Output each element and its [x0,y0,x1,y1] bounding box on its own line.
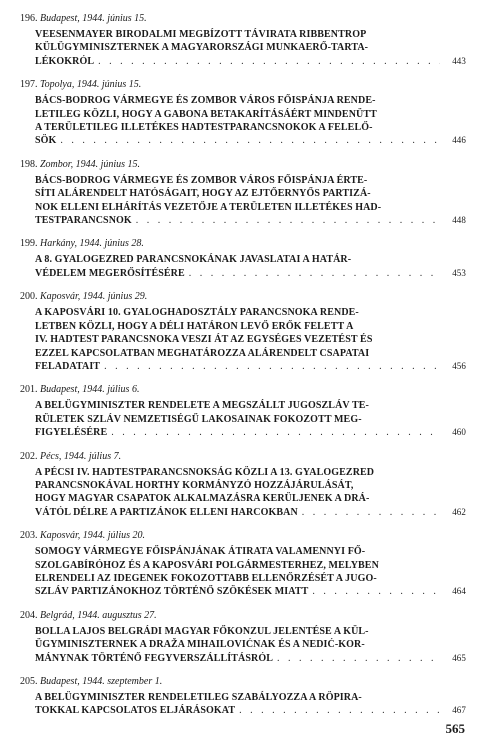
title-line: VEESENMAYER BIRODALMI MEGBÍZOTT TÁVIRATA RIBBENTROP [35,29,367,40]
entry-number: 200. [20,291,38,303]
entry-header [20,450,466,463]
entry-title [20,399,466,439]
entry-header [20,609,466,622]
title-line-text: VÁTÓL DÉLRE A PARTIZÁNOK ELLENI HARCOKBAN [35,506,298,518]
entry-place-date: Budapest, 1944. június 15. [40,13,147,24]
entry-header [20,12,466,25]
leader-dots [94,55,440,68]
entry-page-ref: 443 [452,55,466,66]
entry-page-ref: 448 [452,215,466,226]
entry-number: 199. [20,238,38,250]
entry-number: 203. [20,530,38,542]
entry-place-date: Zombor, 1944. június 15. [40,158,141,170]
title-line-text: TOKKAL KAPCSOLATOS ELJÁRÁSOKAT [35,705,236,717]
title-line: KÜLÜGYMINISZTERNEK A MAGYARORSZÁGI MUNKAERŐ-TARTA- [35,42,369,54]
toc-entry [20,12,466,68]
entry-page-ref: 464 [452,586,466,597]
entry-header [20,78,466,91]
entry-place-date: Budapest, 1944. július 6. [40,384,140,396]
entry-title [20,253,466,280]
title-line: A KAPOSVÁRI 10. GYALOGHADOSZTÁLY PARANCSNOKA RENDE- [35,307,359,319]
leader-dots [56,134,440,147]
entry-header [20,529,466,542]
title-line: BOLLA LAJOS BELGRÁDI MAGYAR FŐKONZUL JELENTÉSE A KÜL- [35,625,369,637]
title-line: LETBEN KÖZLI, HOGY A DÉLI HATÁRON LEVŐ ERŐK FELETT A [35,320,354,332]
entry-header [20,675,466,688]
entry-number: 197. [20,79,38,91]
title-line: BÁCS-BODROG VÁRMEGYE ÉS ZOMBOR VÁROS FŐISPÁNJA RENDE- [35,95,376,107]
title-line [35,652,466,665]
title-line: BÁCS-BODROG VÁRMEGYE ÉS ZOMBOR VÁROS FŐISPÁNJA ÉRTE- [35,174,368,186]
toc-entry [20,237,466,280]
entry-page-ref: 453 [452,267,466,278]
title-line-text: SZLÁV PARTIZÁNOKHOZ TÖRTÉNŐ SZÖKÉSEK MIATT [35,586,309,598]
toc-entry [20,78,466,148]
entry-number: 202. [20,450,38,462]
toc-entry [20,675,466,718]
title-line [35,360,466,373]
entry-number: 196. [20,13,38,24]
title-line [35,267,466,280]
title-line: A BELÜGYMINISZTER RENDELETE A MEGSZÁLLT JUGOSZLÁV TE- [35,400,369,412]
title-line [35,55,466,68]
title-line [35,704,466,717]
leader-dots [308,585,440,598]
title-line [35,214,466,227]
leader-dots [235,704,440,717]
page-number: 565 [445,721,465,736]
title-line-text: FELADATAIT [35,360,101,372]
entry-page-ref: 456 [452,360,466,371]
entry-number: 204. [20,609,38,621]
entry-title [20,466,466,520]
title-line: A 8. GYALOGEZRED PARANCSNOKÁNAK JAVASLATAI A HATÁR- [35,254,352,266]
title-line: ÜGYMINISZTERNEK A DRAŽA MIHAILOVIĆNAK ÉS A NEDIĆ-KOR- [35,639,365,651]
title-line: SÍTI ALÁRENDELT HATÓSÁGAIT, HOGY AZ EJTŐERNYŐS PARTIZÁ- [35,188,371,200]
title-line [35,585,466,598]
title-line-text: SÖK [35,135,57,147]
title-line: A PÉCSI IV. HADTESTPARANCSNOKSÁG KÖZLI A 13. GYALOGEZRED [35,466,375,478]
title-line: ELRENDELI AZ IDEGENEK FOKOZOTTABB ELLENŐRZÉSÉT A JUGO- [35,572,377,584]
title-line-text: VÉDELEM MEGERŐSÍTÉSÉRE [35,267,185,279]
title-line: LETILEG KÖZLI, HOGY A GABONA BETAKARÍTÁSÁÉRT MINDENÜTT [35,108,377,120]
toc-entry [20,383,466,439]
leader-dots [273,652,440,665]
contents-list [20,12,466,728]
entry-page-ref: 460 [452,427,466,438]
toc-entry [20,158,466,228]
title-line [35,506,466,519]
title-line: PARANCSNOKÁVAL HORTHY KORMÁNYZÓ HOZZÁJÁRULÁSÁT, [35,479,354,491]
title-line-text: TESTPARANCSNOK [35,215,132,227]
entry-header [20,237,466,250]
entry-title [20,625,466,665]
title-line: HOGY MAGYAR CSAPATOK ALKALMAZÁSRA KERÜLJENEK A DRÁ- [35,493,370,505]
title-line: EZZEL KAPCSOLATBAN MEGHATÁROZZA ALÁRENDELT CSAPATAI [35,347,370,359]
entry-title [20,691,466,718]
title-line: A TERÜLETILEG ILLETÉKES HADTESTPARANCSNOKOK A FELELŐ- [35,122,373,134]
entry-place-date: Pécs, 1944. július 7. [40,450,122,462]
entry-place-date: Topolya, 1944. június 15. [40,79,142,91]
toc-entry [20,609,466,665]
title-line: SOMOGY VÁRMEGYE FŐISPÁNJÁNAK ÁTIRATA VALAMENNYI FŐ- [35,546,366,558]
entry-title [20,94,466,148]
entry-page-ref: 467 [452,705,466,716]
title-line: IV. HADTEST PARANCSNOKA VESZI ÁT AZ EGYSÉGES VEZETÉST ÉS [35,334,373,346]
entry-number: 198. [20,158,38,170]
leader-dots [132,214,440,227]
entry-place-date: Harkány, 1944. június 28. [40,238,144,250]
entry-page-ref: 462 [452,506,466,517]
entry-header [20,383,466,396]
toc-entry [20,450,466,520]
leader-dots [107,426,440,439]
title-line [35,426,466,439]
entry-header [20,290,466,303]
entry-place-date: Budapest, 1944. szeptember 1. [40,676,163,687]
leader-dots [298,506,440,519]
entry-title [20,306,466,373]
entry-number: 201. [20,384,38,396]
entry-page-ref: 465 [452,652,466,663]
entry-page-ref: 446 [452,135,466,146]
toc-entry [20,529,466,599]
title-line: A BELÜGYMINISZTER RENDELETILEG SZABÁLYOZZA A RÖPIRA- [35,692,362,703]
entry-title [20,174,466,228]
title-line-text: LÉKOKRÓL [35,55,95,67]
title-line [35,134,466,147]
entry-header [20,158,466,171]
title-line: NOK ELLENI ELHÁRÍTÁS VEZETŐJE A TERÜLETEN ILLETÉKES HAD- [35,201,382,213]
leader-dots [100,360,440,373]
entry-place-date: Belgrád, 1944. augusztus 27. [40,609,157,621]
toc-entry [20,290,466,373]
leader-dots [185,267,440,280]
title-line-text: MÁNYNAK TÖRTÉNŐ FEGYVERSZÁLLÍTÁSRÓL [35,652,274,664]
entry-place-date: Kaposvár, 1944. június 29. [40,291,148,303]
entry-place-date: Kaposvár, 1944. július 20. [40,530,146,542]
entry-title [20,545,466,599]
title-line-text: FIGYELÉSÉRE [35,427,108,439]
entry-number: 205. [20,676,38,687]
title-line: SZOLGABÍRÓHOZ ÉS A KAPOSVÁRI POLGÁRMESTERHEZ, MELYBEN [35,559,379,571]
entry-title [20,28,466,68]
title-line: RÜLETEK SZLÁV NEMZETISÉGŰ LAKOSAINAK FOKOZOTT MEG- [35,413,362,425]
